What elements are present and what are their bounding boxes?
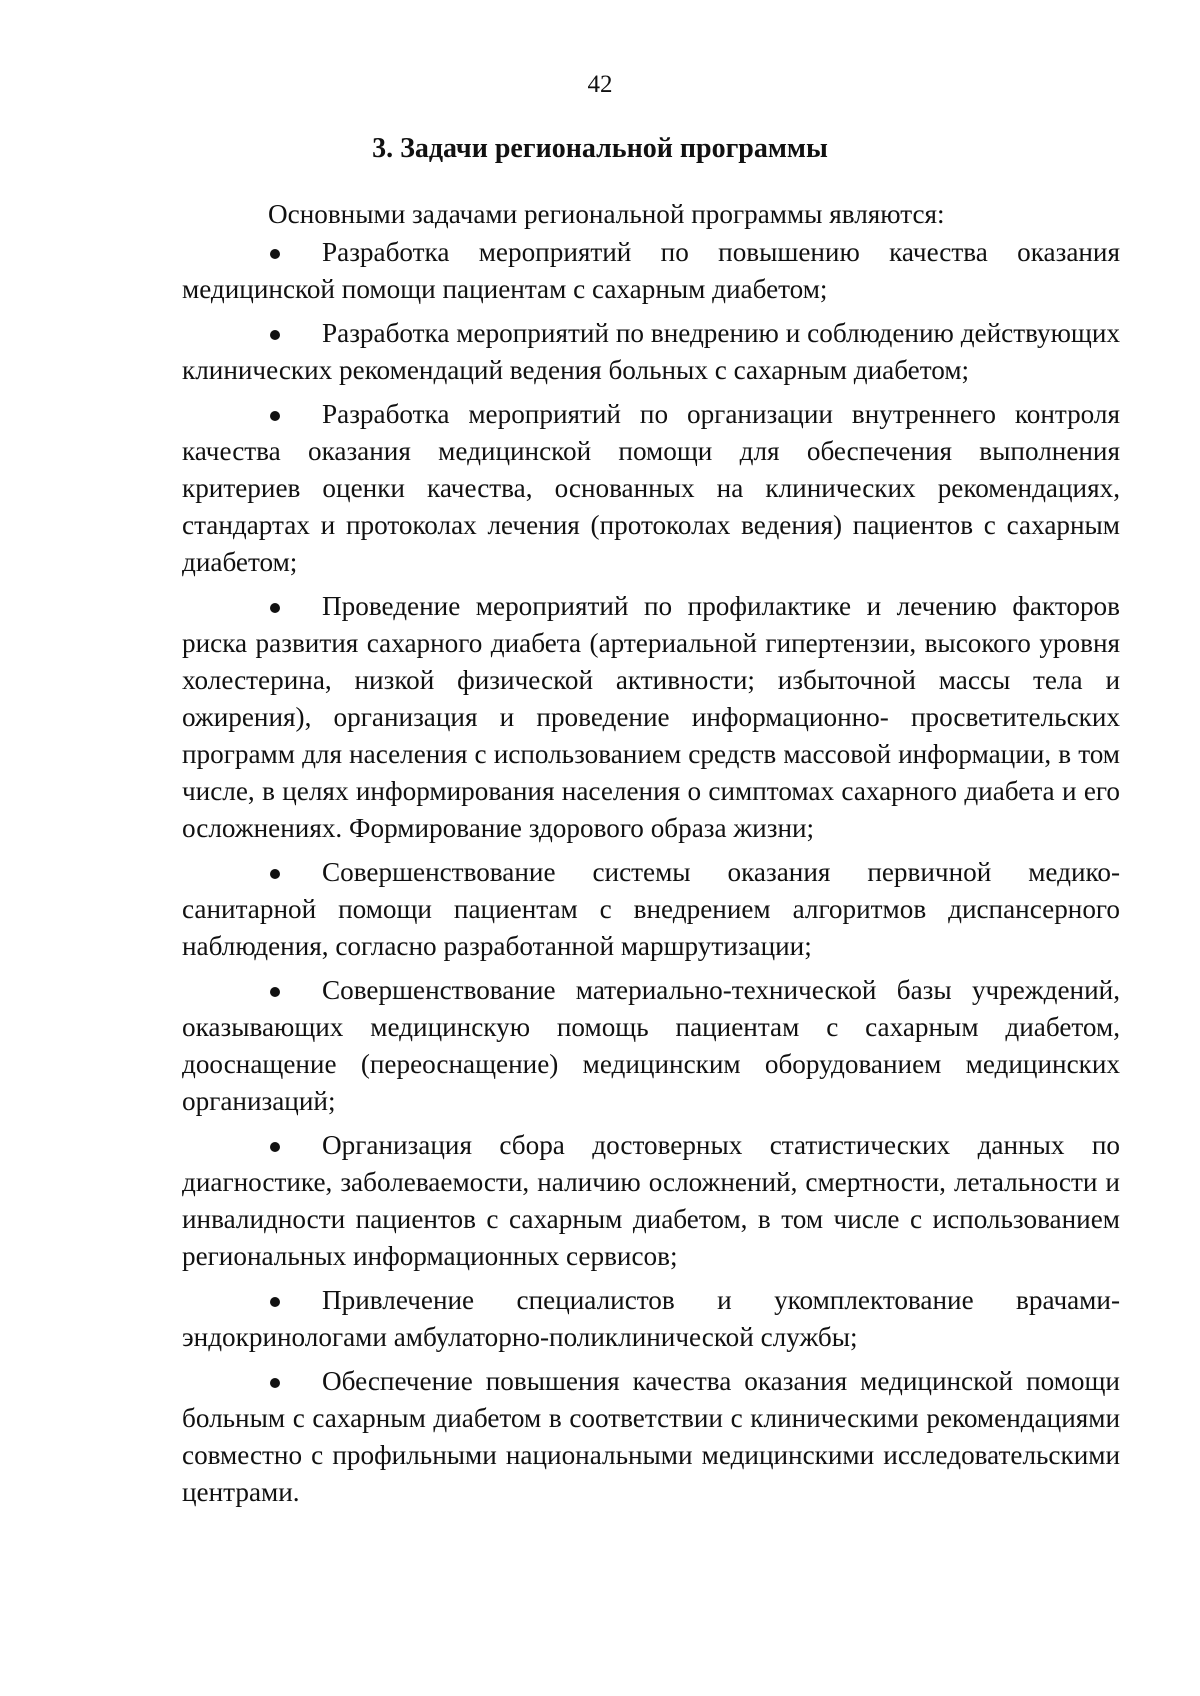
page-number: 42	[587, 71, 613, 98]
bullet-icon	[270, 1297, 280, 1307]
list-item	[182, 315, 1120, 389]
list-item-text: Проведение мероприятий по профилактике и лечению факторов риска развития сахарного диабета (артериальной гипертензии, высокого уровня холестерина, низкой физической активности; избыточной массы тела и ожирения), организация и проведение информационно- просветительских программ для населения с использованием средств массовой информации, в том числе, в целях информирования населения о симптомах сахарного диабета и его осложнениях. Формирование здорового образа жизни;	[182, 591, 1120, 843]
bullet-icon	[270, 603, 280, 613]
list-item	[182, 1282, 1120, 1356]
list-item-text: Привлечение специалистов и укомплектование врачами-эндокринологами амбулаторно-поликлинической службы;	[182, 1285, 1120, 1352]
list-item	[182, 396, 1120, 581]
bullet-icon	[270, 987, 280, 997]
list-item	[182, 588, 1120, 847]
list-item	[182, 1127, 1120, 1275]
list-item-text: Совершенствование материально-технической базы учреждений, оказывающих медицинскую помощь пациентам с сахарным диабетом, дооснащение (переоснащение) медицинским оборудованием медицинских организаций;	[182, 975, 1120, 1116]
bullet-icon	[270, 249, 280, 259]
bullet-icon	[270, 1142, 280, 1152]
bullet-icon	[270, 330, 280, 340]
list-item	[182, 854, 1120, 965]
list-item-text: Совершенствование системы оказания первичной медико-санитарной помощи пациентам с внедрением алгоритмов диспансерного наблюдения, согласно разработанной маршрутизации;	[182, 857, 1120, 961]
list-item	[182, 972, 1120, 1120]
list-item-text: Разработка мероприятий по повышению качества оказания медицинской помощи пациентам с сахарным диабетом;	[182, 237, 1120, 304]
list-item-text: Организация сбора достоверных статистических данных по диагностике, заболеваемости, наличию осложнений, смертности, летальности и инвалидности пациентов с сахарным диабетом, в том числе с использованием региональных информационных сервисов;	[182, 1130, 1120, 1271]
list-item	[182, 234, 1120, 308]
list-item-text: Разработка мероприятий по внедрению и соблюдению действующих клинических рекомендаций ведения больных с сахарным диабетом;	[182, 318, 1120, 385]
document-body	[182, 196, 1120, 1518]
list-item-text: Разработка мероприятий по организации внутреннего контроля качества оказания медицинской помощи для обеспечения выполнения критериев оценки качества, основанных на клинических рекомендациях, стандартах и протоколах лечения (протоколах ведения) пациентов с сахарным диабетом;	[182, 399, 1120, 577]
bullet-icon	[270, 869, 280, 879]
section-heading: 3. Задачи региональной программы	[372, 133, 828, 164]
bullet-icon	[270, 411, 280, 421]
list-item	[182, 1363, 1120, 1511]
bullet-icon	[270, 1378, 280, 1388]
intro-paragraph: Основными задачами региональной программы являются:	[268, 199, 945, 229]
list-item-text: Обеспечение повышения качества оказания медицинской помощи больным с сахарным диабетом в соответствии с клиническими рекомендациями совместно с профильными национальными медицинскими исследовательскими центрами.	[182, 1366, 1120, 1507]
